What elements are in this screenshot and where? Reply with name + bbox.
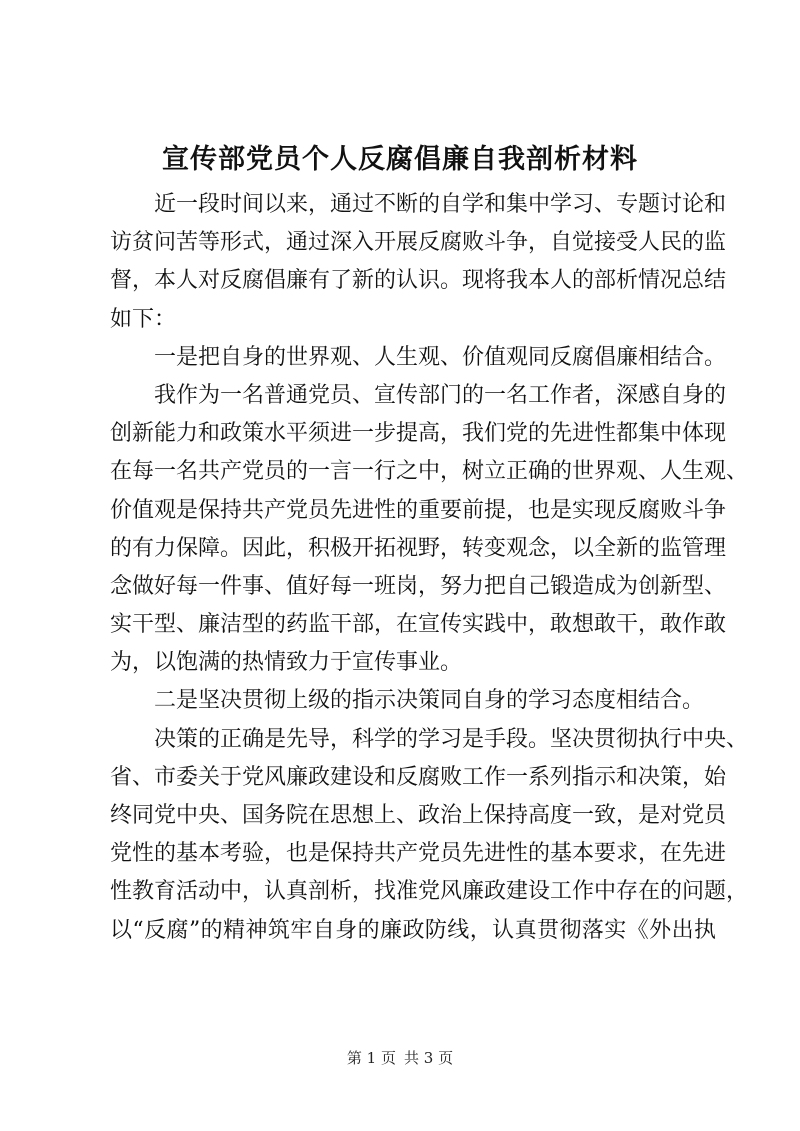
paragraph-line: 性教育活动中，认真剖析，找准党风廉政建设工作中存在的问题，: [110, 879, 749, 905]
paragraph-line: 我作为一名普通党员、宣传部门的一名工作者，深感自身的: [154, 382, 727, 408]
paragraph-line: 如下：: [110, 306, 177, 332]
paragraph-line: 在每一名共产党员的一言一行之中，树立正确的世界观、人生观、: [110, 459, 749, 485]
page-footer: [0, 1048, 800, 1068]
paragraph-line: 价值观是保持共产党员先进性的重要前提，也是实现反腐败斗争: [110, 497, 727, 523]
paragraph-line: 创新能力和政策水平须进一步提高，我们党的先进性都集中体现: [110, 421, 727, 447]
paragraph-line: 近一段时间以来，通过不断的自学和集中学习、专题讨论和: [154, 192, 727, 217]
paragraph-line: 党性的基本考验，也是保持共产党员先进性的基本要求，在先进: [110, 841, 727, 867]
paragraph-line: 终同党中央、国务院在思想上、政治上保持高度一致，是对党员: [110, 803, 727, 828]
paragraph-line: 念做好每一件事、值好每一班岗，努力把自己锻造成为创新型、: [110, 573, 727, 599]
paragraph-line: 督，本人对反腐倡廉有了新的认识。现将我本人的部析情况总结: [110, 268, 727, 294]
paragraph-line: 省、市委关于党风廉政建设和反腐败工作一系列指示和决策，始: [110, 764, 727, 790]
document-body: [110, 186, 749, 950]
paragraph-line: 访贫问苦等形式，通过深入开展反腐败斗争，自觉接受人民的监: [110, 230, 727, 256]
paragraph-line: 决策的正确是先导，科学的学习是手段。坚决贯彻执行中央、: [154, 726, 749, 752]
section-heading-line: 一是把自身的世界观、人生观、价值观同反腐倡廉相结合。: [154, 344, 727, 370]
paragraph-line: 以“反腐”的精神筑牢自身的廉政防线，认真贯彻落实《外出执: [110, 917, 716, 943]
page-number: 第 1 页: [346, 1049, 396, 1067]
document-title: 宣传部党员个人反腐倡廉自我剖析材料: [162, 144, 638, 175]
paragraph-line: 为，以饱满的热情致力于宣传事业。: [110, 650, 463, 676]
paragraph-line: 实干型、廉洁型的药监干部，在宣传实践中，敢想敢干，敢作敢: [110, 612, 727, 638]
section-heading-line: 二是坚决贯彻上级的指示决策同自身的学习态度相结合。: [154, 688, 705, 714]
paragraph-line: 的有力保障。因此，积极开拓视野，转变观念，以全新的监管理: [110, 535, 727, 561]
page-total: 共 3 页: [404, 1049, 454, 1067]
